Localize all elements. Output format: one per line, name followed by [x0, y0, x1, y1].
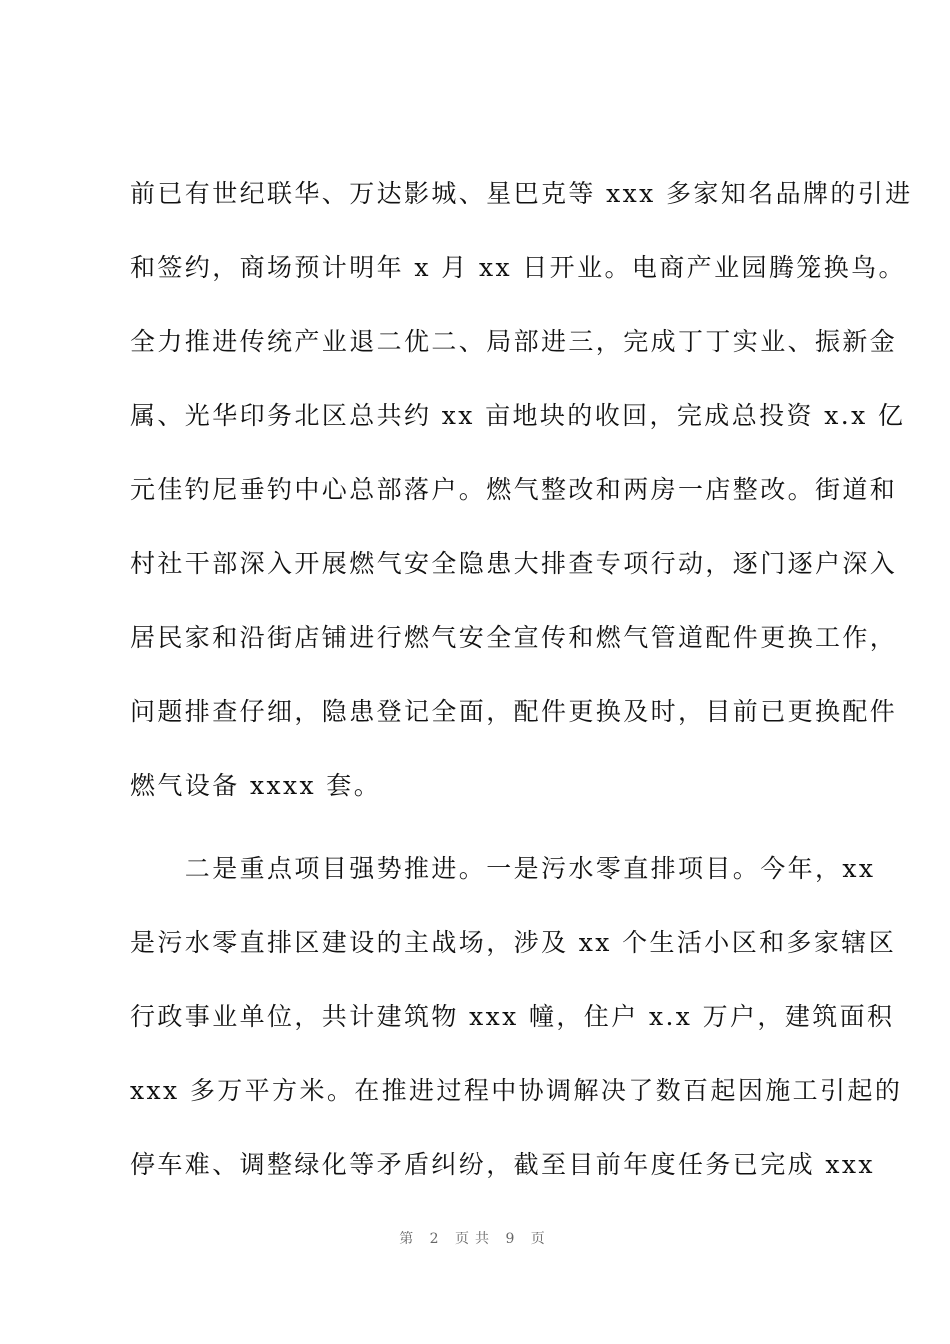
page-number-footer: 第 2 页共 9 页 [399, 1231, 551, 1247]
text-line: 村社干部深入开展燃气安全隐患大排查专项行动，逐门逐户深入 [130, 549, 898, 578]
text-line: 元佳钓尼垂钓中心总部落户。燃气整改和两房一店整改。街道和 [130, 475, 898, 504]
text-line: 二是重点项目强势推进。一是污水零直排项目。今年，xx [130, 854, 876, 883]
text-line: 全力推进传统产业退二优二、局部进三，完成丁丁实业、振新金 [130, 327, 898, 356]
text-line: 行政事业单位，共计建筑物 xxx 幢，住户 x.x 万户，建筑面积 [130, 1002, 895, 1031]
text-line: 属、光华印务北区总共约 xx 亩地块的收回，完成总投资 x.x 亿 [130, 401, 906, 430]
text-line: 停车难、调整绿化等矛盾纠纷，截至目前年度任务已完成 xxx [130, 1150, 875, 1179]
text-line: 前已有世纪联华、万达影城、星巴克等 xxx 多家知名品牌的引进 [130, 179, 913, 208]
text-line: 和签约，商场预计明年 x 月 xx 日开业。电商产业园腾笼换鸟。 [130, 253, 906, 282]
text-line: 问题排查仔细，隐患登记全面，配件更换及时，目前已更换配件 [130, 697, 898, 726]
text-line: 居民家和沿街店铺进行燃气安全宣传和燃气管道配件更换工作， [130, 623, 898, 652]
text-line: 燃气设备 xxxx 套。 [130, 771, 382, 800]
text-line: 是污水零直排区建设的主战场，涉及 xx 个生活小区和多家辖区 [130, 928, 897, 957]
text-line: xxx 多万平方米。在推进过程中协调解决了数百起因施工引起的 [130, 1076, 903, 1105]
